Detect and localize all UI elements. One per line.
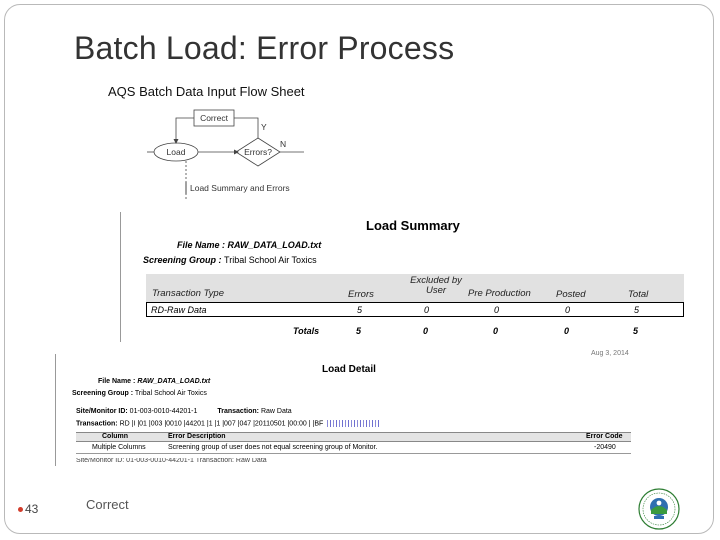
site-monitor-label: Site/Monitor ID: — [76, 408, 128, 415]
table-cell: 5 — [357, 305, 363, 315]
table-row — [76, 444, 631, 454]
transaction-label: Transaction: — [217, 408, 259, 415]
detail-file-name-line — [98, 378, 210, 385]
summary-file-name-line — [177, 240, 321, 250]
column-header: Error Code — [586, 433, 623, 440]
column-header: Excluded by User — [410, 275, 462, 296]
column-header: Transaction Type — [152, 288, 224, 299]
table-cell: 0 — [564, 326, 570, 336]
summary-label: Load Summary and Errors — [190, 183, 290, 193]
column-header: Error Description — [168, 433, 226, 440]
column-header: Pre Production — [468, 288, 531, 299]
table-cell: -20490 — [594, 444, 616, 451]
detail-file-name-value: RAW_DATA_LOAD.txt — [137, 378, 211, 385]
yes-label: Y — [261, 122, 267, 132]
table-cell: 5 — [634, 305, 640, 315]
summary-screening-group-value: Tribal School Air Toxics — [224, 255, 317, 265]
no-label: N — [280, 139, 287, 149]
detail-table-header — [76, 432, 631, 442]
load-detail-report — [55, 350, 645, 466]
table-row — [146, 302, 684, 317]
summary-screening-group-label: Screening Group : — [143, 255, 222, 265]
detail-cut-off-line: Site/Monitor ID: 01-003-0010-44201-1 Transaction: Raw Data — [76, 458, 267, 464]
transaction-record: RD |I |01 |003 |0010 |44201 |1 |1 |007 |047 |20110501 |00:00 | |BF — [119, 420, 324, 428]
detail-file-name-label: File Name : — [98, 378, 136, 385]
load-summary-heading: Load Summary — [366, 218, 460, 233]
site-monitor-value: 01-003-0010-44201-1 — [129, 408, 198, 415]
detail-site-line — [76, 408, 292, 415]
transaction-label: Transaction: — [76, 420, 118, 428]
table-cell: 0 — [423, 326, 429, 336]
correct-box-label: Correct — [200, 113, 228, 123]
summary-table-header — [146, 274, 684, 302]
transaction-value: Raw Data — [260, 408, 292, 415]
detail-screening-group-value: Tribal School Air Toxics — [134, 390, 207, 397]
totals-label: Totals — [293, 326, 320, 336]
report-date: Aug 3, 2014 — [591, 350, 629, 357]
table-cell: 5 — [633, 326, 639, 336]
table-cell: 0 — [424, 305, 430, 315]
load-detail-heading: Load Detail — [322, 364, 376, 375]
table-cell: 0 — [494, 305, 500, 315]
summary-file-name-value: RAW_DATA_LOAD.txt — [227, 240, 322, 250]
load-oval-label: Load — [166, 147, 186, 157]
table-cell: Multiple Columns — [92, 444, 146, 451]
page-number-text: 43 — [25, 502, 39, 516]
table-cell: 0 — [565, 305, 571, 315]
flow-sheet-svg — [140, 106, 330, 208]
footer-text: Correct — [86, 497, 129, 512]
bullet-icon — [18, 507, 23, 512]
detail-transaction-line — [76, 420, 379, 427]
table-cell: RD-Raw Data — [151, 305, 207, 315]
totals-row — [146, 326, 684, 340]
column-header: Posted — [556, 289, 586, 300]
correct-to-load-line — [176, 118, 194, 143]
page-number — [18, 498, 58, 520]
epa-seal-icon — [638, 488, 680, 530]
load-summary-report — [120, 212, 690, 342]
column-header: Column — [102, 433, 129, 440]
table-cell: 0 — [493, 326, 499, 336]
yes-branch-line — [234, 118, 258, 138]
detail-screening-group-line — [72, 390, 207, 397]
summary-screening-group-line — [143, 255, 317, 265]
table-cell: 5 — [356, 326, 362, 336]
errors-diamond-label: Errors? — [244, 147, 272, 157]
table-cell: Screening group of user does not equal screening group of Monitor. — [168, 444, 378, 451]
detail-screening-group-label: Screening Group : — [72, 390, 134, 397]
slide-subtitle: AQS Batch Data Input Flow Sheet — [108, 84, 305, 99]
flow-sheet-diagram — [140, 106, 330, 208]
column-header: Total — [628, 289, 649, 300]
slide-title: Batch Load: Error Process — [74, 30, 455, 66]
column-header: Errors — [348, 289, 374, 300]
summary-file-name-label: File Name : — [177, 240, 226, 250]
barcode-marks — [327, 420, 379, 427]
